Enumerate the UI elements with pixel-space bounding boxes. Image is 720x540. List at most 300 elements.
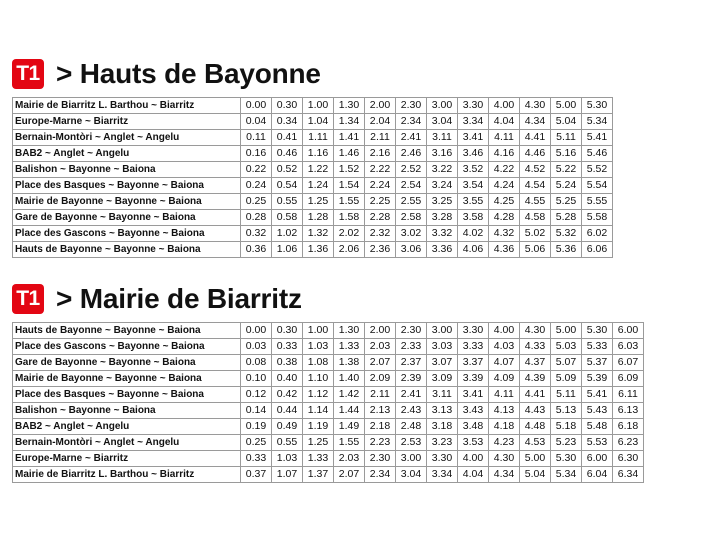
departure-time: 1.38 xyxy=(334,355,365,371)
departure-time: 2.41 xyxy=(396,130,427,146)
departure-time: 2.53 xyxy=(396,435,427,451)
departure-time: 4.16 xyxy=(489,146,520,162)
departure-time: 0.04 xyxy=(241,114,272,130)
table-row xyxy=(13,403,644,419)
departure-time: 4.34 xyxy=(489,467,520,483)
table-row xyxy=(13,435,644,451)
departure-time: 3.43 xyxy=(458,403,489,419)
stop-name: Place des Basques ~ Bayonne ~ Baiona xyxy=(13,387,241,403)
departure-time: 0.28 xyxy=(241,210,272,226)
departure-time: 0.42 xyxy=(272,387,303,403)
table-row xyxy=(13,419,644,435)
stop-name: Bernain-Montòri ~ Anglet ~ Angelu xyxy=(13,435,241,451)
departure-time: 2.09 xyxy=(365,371,396,387)
departure-time: 0.52 xyxy=(272,162,303,178)
departure-time: 0.11 xyxy=(241,130,272,146)
departure-time: 5.30 xyxy=(551,451,582,467)
departure-time: 6.02 xyxy=(582,226,613,242)
table-row xyxy=(13,146,613,162)
departure-time: 4.06 xyxy=(458,242,489,258)
stop-name: Europe-Marne ~ Biarritz xyxy=(13,114,241,130)
departure-time: 4.41 xyxy=(520,130,551,146)
departure-time: 0.40 xyxy=(272,371,303,387)
departure-time: 4.00 xyxy=(458,451,489,467)
departure-time: 1.33 xyxy=(334,339,365,355)
departure-time: 2.39 xyxy=(396,371,427,387)
departure-time: 1.37 xyxy=(303,467,334,483)
departure-time: 4.33 xyxy=(520,339,551,355)
departure-time: 2.30 xyxy=(396,98,427,114)
departure-time: 2.00 xyxy=(365,98,396,114)
departure-time: 3.46 xyxy=(458,146,489,162)
departure-time: 2.23 xyxy=(365,435,396,451)
departure-time: 2.54 xyxy=(396,178,427,194)
departure-time: 1.03 xyxy=(272,451,303,467)
departure-time: 4.00 xyxy=(489,323,520,339)
stop-name: Place des Basques ~ Bayonne ~ Baiona xyxy=(13,178,241,194)
departure-time: 5.04 xyxy=(551,114,582,130)
departure-time: 1.41 xyxy=(334,130,365,146)
departure-time: 0.08 xyxy=(241,355,272,371)
departure-time: 3.41 xyxy=(458,387,489,403)
departure-time: 0.46 xyxy=(272,146,303,162)
departure-time: 0.55 xyxy=(272,435,303,451)
departure-time: 6.04 xyxy=(582,467,613,483)
departure-time: 3.16 xyxy=(427,146,458,162)
departure-time: 3.34 xyxy=(458,114,489,130)
table-row xyxy=(13,451,644,467)
departure-time: 5.28 xyxy=(551,210,582,226)
stop-name: Place des Gascons ~ Bayonne ~ Baiona xyxy=(13,226,241,242)
table-row xyxy=(13,162,613,178)
departure-time: 2.46 xyxy=(396,146,427,162)
departure-time: 1.28 xyxy=(303,210,334,226)
stop-name: Mairie de Biarritz L. Barthou ~ Biarritz xyxy=(13,467,241,483)
departure-time: 5.02 xyxy=(520,226,551,242)
departure-time: 2.28 xyxy=(365,210,396,226)
departure-time: 4.13 xyxy=(489,403,520,419)
departure-time: 1.12 xyxy=(303,387,334,403)
departure-time: 5.03 xyxy=(551,339,582,355)
departure-time: 4.30 xyxy=(489,451,520,467)
departure-time: 1.19 xyxy=(303,419,334,435)
departure-time: 2.03 xyxy=(365,339,396,355)
departure-time: 5.54 xyxy=(582,178,613,194)
departure-time: 3.02 xyxy=(396,226,427,242)
departure-time: 3.33 xyxy=(458,339,489,355)
departure-time: 1.52 xyxy=(334,162,365,178)
departure-time: 6.30 xyxy=(613,451,644,467)
departure-time: 3.25 xyxy=(427,194,458,210)
departure-time: 1.22 xyxy=(303,162,334,178)
departure-time: 3.39 xyxy=(458,371,489,387)
departure-time: 4.18 xyxy=(489,419,520,435)
departure-time: 5.13 xyxy=(551,403,582,419)
departure-time: 3.06 xyxy=(396,242,427,258)
departure-time: 2.06 xyxy=(334,242,365,258)
departure-time: 3.30 xyxy=(427,451,458,467)
departure-time: 2.30 xyxy=(396,323,427,339)
direction-label: > Mairie de Biarritz xyxy=(56,283,302,314)
stop-name: Mairie de Bayonne ~ Bayonne ~ Baiona xyxy=(13,194,241,210)
departure-time: 5.16 xyxy=(551,146,582,162)
table-row xyxy=(13,467,644,483)
departure-time: 6.34 xyxy=(613,467,644,483)
line-t1-badge-icon: T1 xyxy=(12,59,44,89)
departure-time: 1.30 xyxy=(334,323,365,339)
departure-time: 4.30 xyxy=(520,323,551,339)
departure-time: 1.30 xyxy=(334,98,365,114)
departure-time: 3.18 xyxy=(427,419,458,435)
departure-time: 4.03 xyxy=(489,339,520,355)
departure-time: 0.34 xyxy=(272,114,303,130)
departure-time: 2.03 xyxy=(334,451,365,467)
table-row xyxy=(13,226,613,242)
section-title xyxy=(12,58,613,90)
departure-time: 5.22 xyxy=(551,162,582,178)
departure-time: 2.11 xyxy=(365,387,396,403)
departure-time: 1.11 xyxy=(303,130,334,146)
table-row xyxy=(13,242,613,258)
departure-time: 5.24 xyxy=(551,178,582,194)
departure-time: 5.34 xyxy=(551,467,582,483)
departure-time: 2.34 xyxy=(365,467,396,483)
departure-time: 2.22 xyxy=(365,162,396,178)
departure-time: 6.09 xyxy=(613,371,644,387)
departure-time: 0.41 xyxy=(272,130,303,146)
departure-time: 4.04 xyxy=(489,114,520,130)
departure-time: 5.43 xyxy=(582,403,613,419)
departure-time: 0.14 xyxy=(241,403,272,419)
departure-time: 4.04 xyxy=(458,467,489,483)
departure-time: 0.33 xyxy=(241,451,272,467)
departure-time: 4.23 xyxy=(489,435,520,451)
departure-time: 3.54 xyxy=(458,178,489,194)
departure-time: 1.04 xyxy=(303,114,334,130)
departure-time: 4.39 xyxy=(520,371,551,387)
departure-time: 6.06 xyxy=(582,242,613,258)
departure-time: 4.09 xyxy=(489,371,520,387)
departure-time: 4.52 xyxy=(520,162,551,178)
departure-time: 4.37 xyxy=(520,355,551,371)
departure-time: 0.49 xyxy=(272,419,303,435)
departure-time: 1.55 xyxy=(334,194,365,210)
departure-time: 4.32 xyxy=(489,226,520,242)
departure-time: 5.00 xyxy=(520,451,551,467)
departure-time: 1.44 xyxy=(334,403,365,419)
departure-time: 5.00 xyxy=(551,323,582,339)
departure-time: 3.00 xyxy=(396,451,427,467)
departure-time: 1.55 xyxy=(334,435,365,451)
departure-time: 1.16 xyxy=(303,146,334,162)
departure-time: 0.00 xyxy=(241,98,272,114)
departure-time: 4.55 xyxy=(520,194,551,210)
departure-time: 5.58 xyxy=(582,210,613,226)
departure-time: 4.53 xyxy=(520,435,551,451)
departure-time: 5.11 xyxy=(551,387,582,403)
departure-time: 0.38 xyxy=(272,355,303,371)
departure-time: 3.04 xyxy=(396,467,427,483)
departure-time: 2.11 xyxy=(365,130,396,146)
departure-time: 4.28 xyxy=(489,210,520,226)
departure-time: 3.24 xyxy=(427,178,458,194)
departure-time: 5.39 xyxy=(582,371,613,387)
departure-time: 3.00 xyxy=(427,98,458,114)
table-row xyxy=(13,339,644,355)
departure-time: 1.49 xyxy=(334,419,365,435)
departure-time: 5.06 xyxy=(520,242,551,258)
departure-time: 0.25 xyxy=(241,435,272,451)
departure-time: 0.32 xyxy=(241,226,272,242)
departure-time: 5.34 xyxy=(582,114,613,130)
departure-time: 4.07 xyxy=(489,355,520,371)
departure-time: 5.52 xyxy=(582,162,613,178)
departure-time: 1.06 xyxy=(272,242,303,258)
departure-time: 4.24 xyxy=(489,178,520,194)
departure-time: 1.36 xyxy=(303,242,334,258)
stop-name: Gare de Bayonne ~ Bayonne ~ Baiona xyxy=(13,355,241,371)
departure-time: 1.03 xyxy=(303,339,334,355)
departure-time: 0.22 xyxy=(241,162,272,178)
departure-time: 4.46 xyxy=(520,146,551,162)
departure-time: 1.33 xyxy=(303,451,334,467)
departure-time: 6.00 xyxy=(582,451,613,467)
departure-time: 0.55 xyxy=(272,194,303,210)
departure-time: 5.41 xyxy=(582,130,613,146)
departure-time: 3.34 xyxy=(427,467,458,483)
departure-time: 2.07 xyxy=(365,355,396,371)
table-row xyxy=(13,178,613,194)
departure-time: 5.00 xyxy=(551,98,582,114)
departure-time: 1.08 xyxy=(303,355,334,371)
departure-time: 5.55 xyxy=(582,194,613,210)
departure-time: 3.30 xyxy=(458,98,489,114)
departure-time: 5.25 xyxy=(551,194,582,210)
departure-time: 3.48 xyxy=(458,419,489,435)
departure-time: 6.13 xyxy=(613,403,644,419)
departure-time: 0.00 xyxy=(241,323,272,339)
departure-time: 4.22 xyxy=(489,162,520,178)
departure-time: 1.54 xyxy=(334,178,365,194)
departure-time: 5.41 xyxy=(582,387,613,403)
departure-time: 6.07 xyxy=(613,355,644,371)
departure-time: 2.48 xyxy=(396,419,427,435)
stop-name: Hauts de Bayonne ~ Bayonne ~ Baiona xyxy=(13,242,241,258)
departure-time: 5.37 xyxy=(582,355,613,371)
departure-time: 4.34 xyxy=(520,114,551,130)
departure-time: 3.04 xyxy=(427,114,458,130)
departure-time: 5.53 xyxy=(582,435,613,451)
departure-time: 0.30 xyxy=(272,323,303,339)
departure-time: 5.23 xyxy=(551,435,582,451)
departure-time: 5.33 xyxy=(582,339,613,355)
departure-time: 3.32 xyxy=(427,226,458,242)
departure-time: 2.43 xyxy=(396,403,427,419)
table-row xyxy=(13,114,613,130)
departure-time: 0.03 xyxy=(241,339,272,355)
stop-name: Hauts de Bayonne ~ Bayonne ~ Baiona xyxy=(13,323,241,339)
departure-time: 0.24 xyxy=(241,178,272,194)
departure-time: 5.36 xyxy=(551,242,582,258)
departure-time: 2.04 xyxy=(365,114,396,130)
departure-time: 0.36 xyxy=(241,242,272,258)
departure-time: 2.36 xyxy=(365,242,396,258)
departure-time: 4.30 xyxy=(520,98,551,114)
stop-name: BAB2 ~ Anglet ~ Angelu xyxy=(13,419,241,435)
departure-time: 5.11 xyxy=(551,130,582,146)
departure-time: 2.25 xyxy=(365,194,396,210)
timetable-body xyxy=(13,98,613,258)
departure-time: 2.24 xyxy=(365,178,396,194)
departure-time: 2.33 xyxy=(396,339,427,355)
departure-time: 1.46 xyxy=(334,146,365,162)
departure-time: 5.48 xyxy=(582,419,613,435)
stop-name: Place des Gascons ~ Bayonne ~ Baiona xyxy=(13,339,241,355)
departure-time: 5.32 xyxy=(551,226,582,242)
departure-time: 4.11 xyxy=(489,130,520,146)
departure-time: 6.03 xyxy=(613,339,644,355)
departure-time: 0.58 xyxy=(272,210,303,226)
departure-time: 5.09 xyxy=(551,371,582,387)
departure-time: 2.32 xyxy=(365,226,396,242)
departure-time: 6.23 xyxy=(613,435,644,451)
table-row xyxy=(13,194,613,210)
departure-time: 4.11 xyxy=(489,387,520,403)
departure-time: 2.16 xyxy=(365,146,396,162)
departure-time: 5.07 xyxy=(551,355,582,371)
stop-name: Balishon ~ Bayonne ~ Baiona xyxy=(13,162,241,178)
departure-time: 2.37 xyxy=(396,355,427,371)
departure-time: 4.02 xyxy=(458,226,489,242)
departure-time: 1.00 xyxy=(303,98,334,114)
section-title xyxy=(12,283,644,315)
departure-time: 2.41 xyxy=(396,387,427,403)
departure-time: 1.00 xyxy=(303,323,334,339)
stop-name: Gare de Bayonne ~ Bayonne ~ Baiona xyxy=(13,210,241,226)
departure-time: 3.11 xyxy=(427,130,458,146)
departure-time: 1.32 xyxy=(303,226,334,242)
departure-time: 3.28 xyxy=(427,210,458,226)
departure-time: 1.25 xyxy=(303,194,334,210)
departure-time: 0.30 xyxy=(272,98,303,114)
stop-name: Bernain-Montòri ~ Anglet ~ Angelu xyxy=(13,130,241,146)
departure-time: 0.54 xyxy=(272,178,303,194)
departure-time: 0.12 xyxy=(241,387,272,403)
departure-time: 4.25 xyxy=(489,194,520,210)
departure-time: 1.40 xyxy=(334,371,365,387)
table-row xyxy=(13,98,613,114)
departure-time: 4.36 xyxy=(489,242,520,258)
stop-name: BAB2 ~ Anglet ~ Angelu xyxy=(13,146,241,162)
departure-time: 6.00 xyxy=(613,323,644,339)
timetable-body xyxy=(13,323,644,483)
table-row xyxy=(13,387,644,403)
departure-time: 0.16 xyxy=(241,146,272,162)
departure-time: 2.13 xyxy=(365,403,396,419)
departure-time: 1.14 xyxy=(303,403,334,419)
departure-time: 3.11 xyxy=(427,387,458,403)
departure-time: 1.02 xyxy=(272,226,303,242)
table-row xyxy=(13,210,613,226)
table-row xyxy=(13,323,644,339)
departure-time: 4.58 xyxy=(520,210,551,226)
stop-name: Mairie de Biarritz L. Barthou ~ Biarritz xyxy=(13,98,241,114)
departure-time: 3.22 xyxy=(427,162,458,178)
departure-time: 2.07 xyxy=(334,467,365,483)
departure-time: 2.02 xyxy=(334,226,365,242)
departure-time: 6.11 xyxy=(613,387,644,403)
stop-name: Mairie de Bayonne ~ Bayonne ~ Baiona xyxy=(13,371,241,387)
departure-time: 1.25 xyxy=(303,435,334,451)
departure-time: 5.30 xyxy=(582,323,613,339)
departure-time: 3.30 xyxy=(458,323,489,339)
departure-time: 1.34 xyxy=(334,114,365,130)
table-row xyxy=(13,355,644,371)
table-row xyxy=(13,130,613,146)
departure-time: 2.52 xyxy=(396,162,427,178)
departure-time: 2.58 xyxy=(396,210,427,226)
departure-time: 3.03 xyxy=(427,339,458,355)
timetable-table xyxy=(12,97,613,258)
timetable-table xyxy=(12,322,644,483)
departure-time: 2.18 xyxy=(365,419,396,435)
table-row xyxy=(13,371,644,387)
line-t1-badge-icon: T1 xyxy=(12,284,44,314)
departure-time: 3.00 xyxy=(427,323,458,339)
departure-time: 4.54 xyxy=(520,178,551,194)
departure-time: 3.55 xyxy=(458,194,489,210)
departure-time: 0.44 xyxy=(272,403,303,419)
timetable-section-mairie-de-biarritz xyxy=(12,283,644,483)
departure-time: 5.46 xyxy=(582,146,613,162)
departure-time: 2.34 xyxy=(396,114,427,130)
departure-time: 4.41 xyxy=(520,387,551,403)
departure-time: 3.36 xyxy=(427,242,458,258)
departure-time: 3.37 xyxy=(458,355,489,371)
departure-time: 0.10 xyxy=(241,371,272,387)
departure-time: 4.48 xyxy=(520,419,551,435)
departure-time: 5.30 xyxy=(582,98,613,114)
departure-time: 1.42 xyxy=(334,387,365,403)
departure-time: 1.10 xyxy=(303,371,334,387)
departure-time: 3.23 xyxy=(427,435,458,451)
departure-time: 2.00 xyxy=(365,323,396,339)
departure-time: 0.25 xyxy=(241,194,272,210)
departure-time: 1.24 xyxy=(303,178,334,194)
departure-time: 3.41 xyxy=(458,130,489,146)
departure-time: 3.53 xyxy=(458,435,489,451)
departure-time: 2.55 xyxy=(396,194,427,210)
direction-label: > Hauts de Bayonne xyxy=(56,58,321,89)
departure-time: 5.18 xyxy=(551,419,582,435)
departure-time: 3.09 xyxy=(427,371,458,387)
departure-time: 3.07 xyxy=(427,355,458,371)
departure-time: 3.13 xyxy=(427,403,458,419)
departure-time: 1.07 xyxy=(272,467,303,483)
departure-time: 0.33 xyxy=(272,339,303,355)
departure-time: 4.00 xyxy=(489,98,520,114)
departure-time: 6.18 xyxy=(613,419,644,435)
departure-time: 5.04 xyxy=(520,467,551,483)
departure-time: 1.58 xyxy=(334,210,365,226)
departure-time: 2.30 xyxy=(365,451,396,467)
timetable-section-hauts-de-bayonne xyxy=(12,58,613,258)
departure-time: 3.52 xyxy=(458,162,489,178)
stop-name: Europe-Marne ~ Biarritz xyxy=(13,451,241,467)
departure-time: 0.37 xyxy=(241,467,272,483)
stop-name: Balishon ~ Bayonne ~ Baiona xyxy=(13,403,241,419)
departure-time: 0.19 xyxy=(241,419,272,435)
